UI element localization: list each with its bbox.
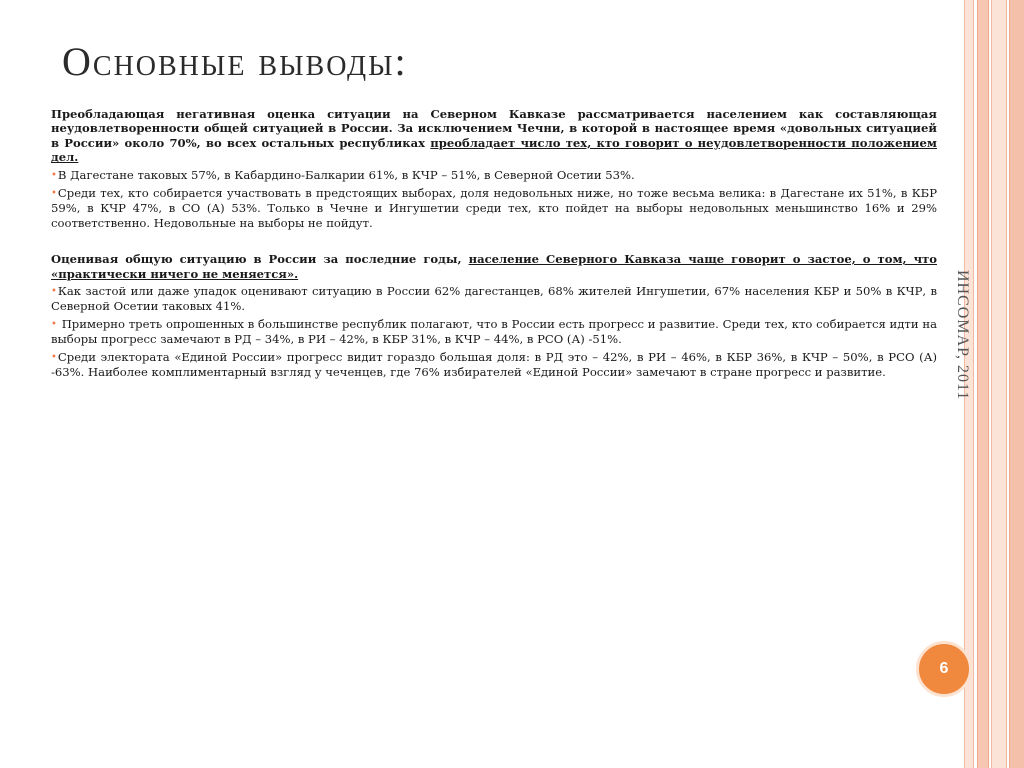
bullet-text: В Дагестане таковых 57%, в Кабардино-Балкарии 61%, в КЧР – 51%, в Северной Осетии 53%.: [57, 167, 635, 182]
bullet-icon: •: [51, 318, 57, 330]
section1-lead-text: Преобладающая негативная оценка ситуации на Северном Кавказе рассматривается населением как составляющая неудовлетворенности общей ситуацией в России. За исключением Чечни, в которой в настоящее время «довольных ситуацией в России» около 70%, во всех остальных республиках: [51, 107, 937, 150]
stripe: [977, 0, 989, 768]
bullet-item: [51, 186, 937, 230]
slide-content: [51, 107, 937, 380]
section2-lead-underlined: население Северного Кавказа чаще говорит о застое, о том, что «практически ничего не меняется».: [51, 252, 937, 281]
decorative-stripes: [964, 0, 1024, 768]
page-number-badge: 6: [916, 641, 972, 697]
bullet-text: Примерно треть опрошенных в большинстве республик полагают, что в России есть прогресс и развитие. Среди тех, кто собирается идти на выборы прогресс замечают в РД – 34%, в РИ – 42%, в КБР 31%, в КЧР – 44%, в РСО (А) -51%.: [51, 316, 937, 347]
bullet-item: [51, 168, 937, 183]
source-note: ИНСОМАР, 2011: [954, 270, 971, 401]
section2-lead: [51, 252, 937, 281]
section1-lead-underlined: преобладает число тех, кто говорит о неудовлетворенности положением дел.: [51, 135, 937, 165]
bullet-text: Среди тех, кто собирается участвовать в предстоящих выборах, доля недовольных ниже, но тоже весьма велика: в Дагестане их 51%, в КБР 59%, в КЧР 47%, в СО (А) 53%. Только в Чечне и Ингушетии среди тех, кто пойдет на выборы недовольных меньшинство 16% и 29% соответственно. Недовольные на выборы не пойдут.: [51, 186, 937, 230]
bullet-item: [51, 284, 937, 314]
bullet-icon: •: [51, 351, 57, 363]
bullet-icon: •: [51, 188, 57, 200]
slide-title: Основные выводы:: [62, 39, 408, 84]
section2-lead-text: Оценивая общую ситуацию в России за последние годы,: [51, 252, 469, 267]
section-spacer: [51, 230, 937, 252]
bullet-icon: •: [51, 169, 57, 181]
bullet-item: [51, 317, 937, 347]
section1-lead: [51, 107, 937, 165]
bullet-text: Как застой или даже упадок оценивают ситуацию в России 62% дагестанцев, 68% жителей Ингушетии, 67% населения КБР и 50% в КЧР, в Северной Осетии таковых 41%.: [51, 284, 937, 314]
stripe: [991, 0, 1007, 768]
bullet-text: Среди электората «Единой России» прогресс видит гораздо большая доля: в РД это – 42%, в РИ – 46%, в КБР 36%, в КЧР – 50%, в РСО (А) -63%. Наиболее комплиментарный взгляд у чеченцев, где 76% избирателей «Единой России» замечают в стране прогресс и развитие.: [51, 349, 937, 380]
bullet-icon: •: [51, 286, 57, 298]
stripe: [1009, 0, 1024, 768]
bullet-item: [51, 350, 937, 380]
